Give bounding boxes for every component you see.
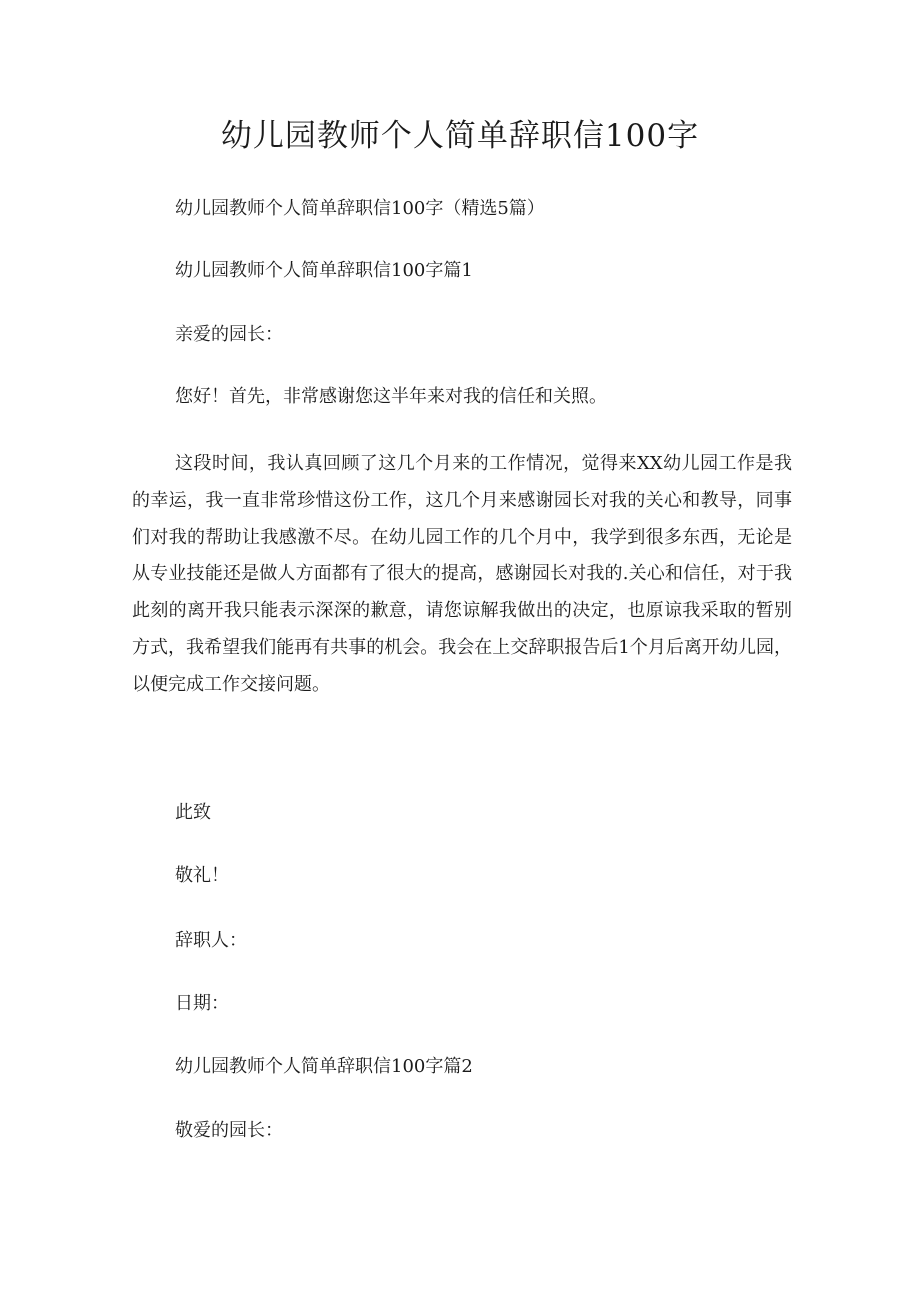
article1-greeting: 您好！首先，非常感谢您这半年来对我的信任和关照。 [175,386,607,407]
article1-salutation: 亲爱的园长： [175,324,283,345]
article1-signer: 辞职人： [175,930,247,951]
article1-heading: 幼儿园教师个人简单辞职信100字篇1 [175,260,473,281]
article1-closing-2: 敬礼！ [175,865,229,886]
article1-closing-1: 此致 [175,802,211,823]
document-subtitle: 幼儿园教师个人简单辞职信100字（精选5篇） [175,198,545,219]
document-title: 幼儿园教师个人简单辞职信100字 [220,118,700,154]
article2-salutation: 敬爱的园长： [175,1120,283,1141]
article2-heading: 幼儿园教师个人简单辞职信100字篇2 [175,1056,473,1077]
article1-date: 日期： [175,993,229,1014]
article1-body: 这段时间，我认真回顾了这几个月来的工作情况，觉得来XX幼儿园工作是我的幸运，我一直非常珍惜这份工作，这几个月来感谢园长对我的关心和教导，同事们对我的帮助让我感激不尽。在幼儿园工作的几个月中，我学到很多东西，无论是从专业技能还是做人方面都有了很大的提高，感谢园长对我的.关心和信任，对于我此刻的离开我只能表示深深的歉意，请您谅解我做出的决定，也原谅我采取的暂别方式，我希望我们能再有共事的机会。我会在上交辞职报告后1个月后离开幼儿园，以便完成工作交接问题。 [132,453,792,695]
